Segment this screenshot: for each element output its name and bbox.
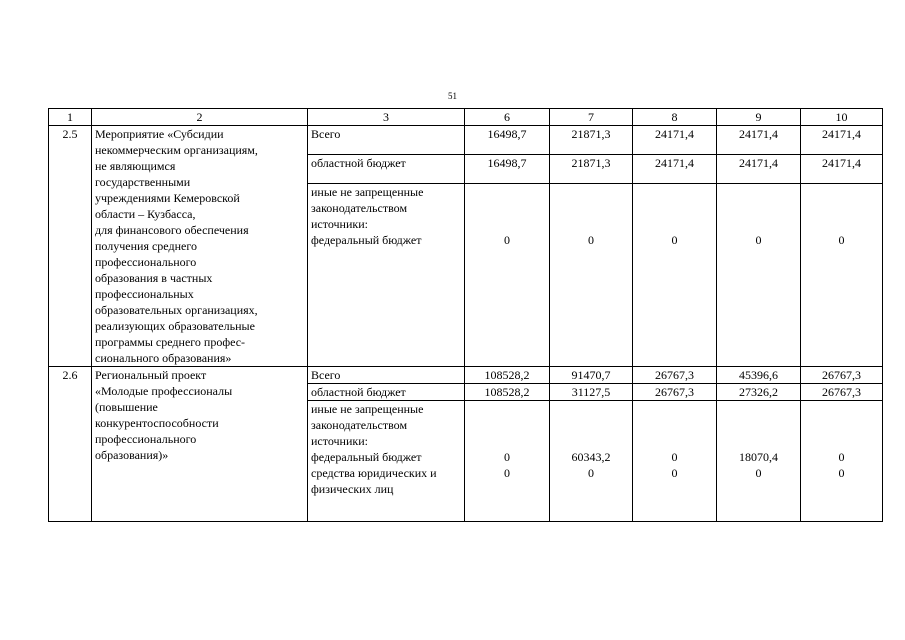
blank-line	[636, 200, 713, 216]
cell-spacer	[311, 497, 461, 521]
source-values-cell	[465, 184, 550, 367]
blank-line	[468, 401, 546, 417]
total-value: 24171,4	[633, 126, 717, 155]
blank-line	[468, 481, 546, 497]
source-label-line: федеральный бюджет	[311, 450, 422, 464]
blank-line	[636, 401, 713, 417]
item-name-line: реализующих образовательные	[95, 319, 255, 333]
cell-spacer	[311, 248, 461, 290]
source-label-line: физических лиц	[311, 482, 394, 496]
total-value: 91470,7	[550, 367, 633, 384]
item-name-line: (повышение	[95, 400, 158, 414]
source-label-line: средства юридических и	[311, 466, 437, 480]
other-sources-line: источники:	[311, 434, 368, 448]
header-cell: 1	[49, 109, 92, 126]
source-value: 0	[504, 233, 510, 248]
blank-line	[804, 200, 879, 216]
regional-label: областной бюджет	[308, 155, 465, 184]
blank-line	[804, 481, 879, 497]
regional-value: 24171,4	[801, 155, 883, 184]
source-value: 18070,4	[739, 450, 778, 464]
source-values-cell	[801, 401, 883, 522]
source-value: 0	[588, 466, 594, 480]
item-name-line: конкурентоспособности	[95, 416, 219, 430]
item-name-line: профессионального	[95, 432, 197, 446]
header-cell: 10	[801, 109, 883, 126]
blank-line	[720, 433, 797, 449]
other-sources-label	[308, 184, 465, 367]
header-cell: 8	[633, 109, 717, 126]
blank-line	[720, 200, 797, 216]
source-values-cell	[633, 401, 717, 522]
total-row	[49, 367, 883, 384]
blank-line	[720, 216, 797, 232]
source-values-cell	[717, 184, 801, 367]
item-name	[92, 126, 308, 367]
item-name-line: сионального образования»	[95, 351, 232, 365]
blank-line	[636, 417, 713, 433]
item-name-line: государственными	[95, 175, 191, 189]
item-name-line: «Молодые профессионалы	[95, 384, 233, 398]
blank-line	[720, 401, 797, 417]
blank-line	[553, 216, 629, 232]
source-values-cell	[550, 184, 633, 367]
total-label: Всего	[308, 367, 465, 384]
regional-value: 31127,5	[550, 384, 633, 401]
item-name	[92, 367, 308, 522]
source-values-cell	[633, 184, 717, 367]
blank-line	[553, 417, 629, 433]
blank-line	[636, 216, 713, 232]
blank-line	[553, 401, 629, 417]
item-name-line: Мероприятие «Субсидии	[95, 127, 224, 141]
blank-line	[804, 184, 879, 200]
total-value: 45396,6	[717, 367, 801, 384]
total-row	[49, 126, 883, 155]
item-name-line: не являющимся	[95, 159, 176, 173]
item-name-line: Региональный проект	[95, 368, 207, 382]
item-name-line: получения среднего	[95, 239, 197, 253]
blank-line	[553, 184, 629, 200]
item-name-line: образовательных организациях,	[95, 303, 258, 317]
other-sources-line: иные не запрещенные	[311, 402, 424, 416]
item-name-line: учреждениями Кемеровской	[95, 191, 240, 205]
regional-value: 108528,2	[465, 384, 550, 401]
source-values-cell	[465, 401, 550, 522]
source-value: 0	[838, 466, 845, 480]
header-cell: 7	[550, 109, 633, 126]
header-cell: 9	[717, 109, 801, 126]
other-sources-line: иные не запрещенные	[311, 185, 424, 200]
regional-value: 24171,4	[633, 155, 717, 184]
blank-line	[468, 433, 546, 449]
blank-line	[720, 184, 797, 200]
blank-line	[553, 481, 629, 497]
other-sources-line: источники:	[311, 217, 368, 232]
regional-value: 26767,3	[801, 384, 883, 401]
source-values-cell	[717, 401, 801, 522]
blank-line	[468, 200, 546, 216]
regional-value: 16498,7	[465, 155, 550, 184]
page-number: 51	[448, 91, 457, 101]
item-name-line: для финансового обеспечения	[95, 223, 249, 237]
blank-line	[636, 184, 713, 200]
source-values-cell	[801, 184, 883, 367]
total-value: 26767,3	[801, 367, 883, 384]
source-values-cell	[550, 401, 633, 522]
source-value: 0	[671, 450, 678, 464]
blank-line	[804, 401, 879, 417]
item-code: 2.5	[49, 126, 92, 367]
source-label-line: федеральный бюджет	[311, 233, 422, 248]
source-value: 0	[671, 233, 678, 248]
item-name-line: профессионального	[95, 255, 197, 269]
item-code: 2.6	[49, 367, 92, 522]
other-sources-line: законодательством	[311, 201, 408, 216]
total-value: 108528,2	[465, 367, 550, 384]
total-label: Всего	[308, 126, 465, 155]
regional-label: областной бюджет	[308, 384, 465, 401]
other-sources-line: законодательством	[311, 418, 408, 432]
blank-line	[468, 184, 546, 200]
blank-line	[804, 216, 879, 232]
item-name-line: образования в частных	[95, 271, 213, 285]
total-value: 24171,4	[801, 126, 883, 155]
header-cell: 3	[308, 109, 465, 126]
source-value: 60343,2	[571, 450, 611, 464]
regional-value: 24171,4	[717, 155, 801, 184]
regional-value: 27326,2	[717, 384, 801, 401]
source-value: 0	[755, 233, 762, 248]
blank-line	[468, 216, 546, 232]
source-value: 0	[504, 466, 510, 480]
blank-line	[468, 417, 546, 433]
header-cell: 6	[465, 109, 550, 126]
total-value: 16498,7	[465, 126, 550, 155]
item-name-line: образования)»	[95, 448, 169, 462]
source-value: 0	[838, 233, 845, 248]
header-row	[49, 109, 883, 126]
source-value: 0	[838, 450, 845, 464]
item-name-line: области – Кузбасса,	[95, 207, 196, 221]
blank-line	[804, 433, 879, 449]
item-name-line: программы среднего профес-	[95, 335, 246, 349]
header-cell: 2	[92, 109, 308, 126]
source-value: 0	[588, 233, 594, 248]
total-value: 21871,3	[550, 126, 633, 155]
regional-value: 21871,3	[550, 155, 633, 184]
regional-value: 26767,3	[633, 384, 717, 401]
blank-line	[720, 417, 797, 433]
item-name-line: профессиональных	[95, 287, 194, 301]
blank-line	[636, 481, 713, 497]
blank-line	[636, 433, 713, 449]
total-value: 24171,4	[717, 126, 801, 155]
blank-line	[553, 433, 629, 449]
blank-line	[720, 481, 797, 497]
budget-table	[48, 108, 883, 522]
source-value: 0	[755, 466, 762, 480]
total-value: 26767,3	[633, 367, 717, 384]
item-name-line: некоммерческим организациям,	[95, 143, 258, 157]
source-value: 0	[504, 450, 510, 464]
blank-line	[804, 417, 879, 433]
other-sources-label	[308, 401, 465, 522]
source-value: 0	[671, 466, 678, 480]
blank-line	[553, 200, 629, 216]
